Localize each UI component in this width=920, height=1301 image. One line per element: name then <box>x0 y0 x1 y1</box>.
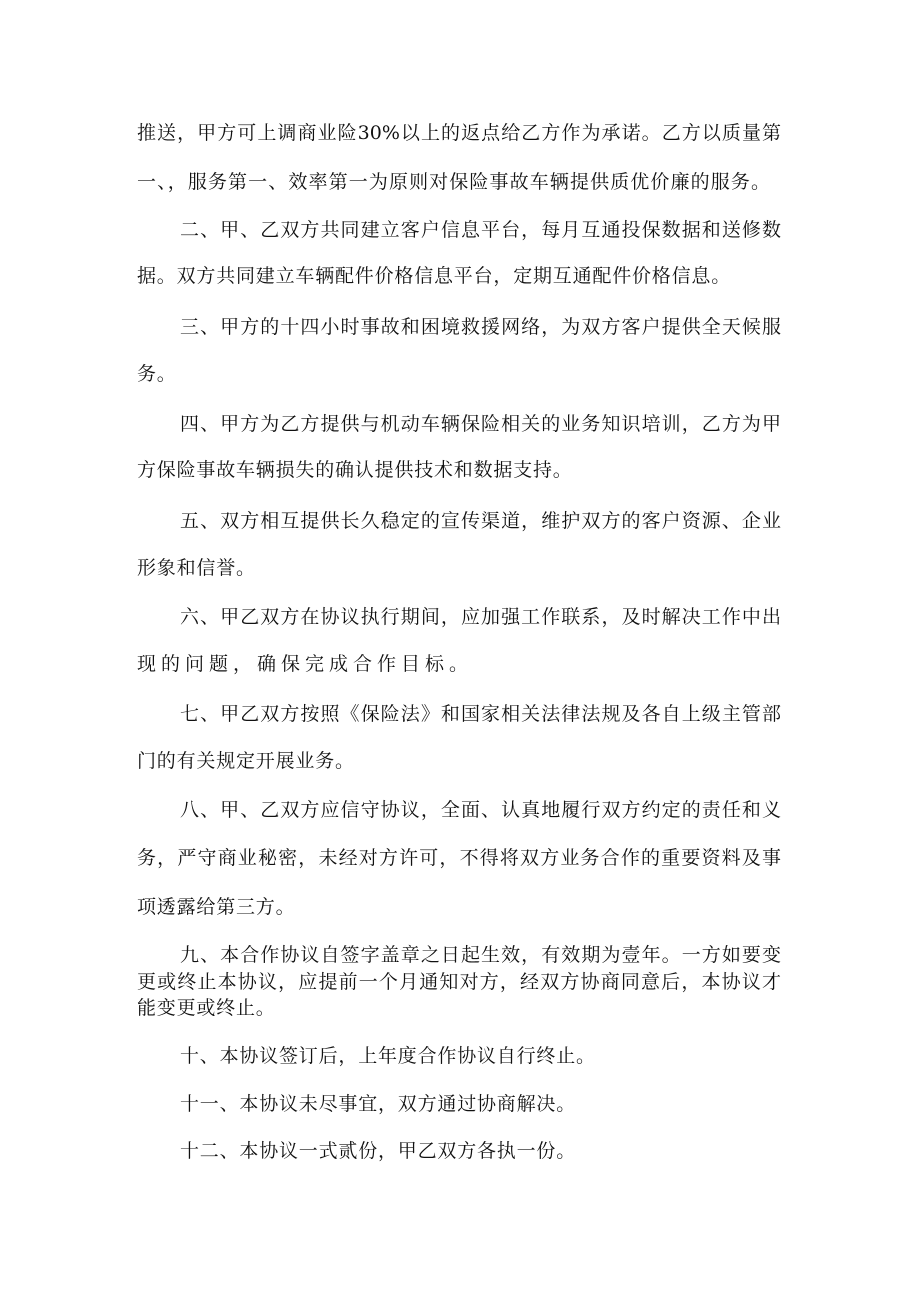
text-line: 形象和信誉。 <box>137 557 256 579</box>
text-line: 务。 <box>137 363 177 385</box>
clause-11-line: 十一、本协议未尽事宜，双方通过协商解决。 <box>180 1093 577 1115</box>
clause-8-line: 八、甲、乙双方应信守协议，全面、认真地履行双方约定的责任和义 <box>180 799 781 821</box>
text-line: 务，严守商业秘密，未经对方许可，不得将双方业务合作的重要资料及事 <box>137 847 781 869</box>
text-line: 项透露给第三方。 <box>137 896 296 918</box>
text-line: 方保险事故车辆损失的确认提供技术和数据支持。 <box>137 459 573 481</box>
clause-2-line: 二、甲、乙双方共同建立客户信息平台，每月互通投保数据和送修数 <box>180 219 781 241</box>
clause-7-line: 七、甲乙双方按照《保险法》和国家相关法律法规及各自上级主管部 <box>180 703 781 725</box>
text-line: 更或终止本协议，应提前一个月通知对方，经双方协商同意后，本协议才 <box>137 971 781 993</box>
clause-5-line: 五、双方相互提供长久稳定的宣传渠道，维护双方的客户资源、企业 <box>180 510 781 532</box>
clause-9-line: 九、本合作协议自签字盖章之日起生效，有效期为壹年。一方如要变 <box>180 944 781 966</box>
text-line: 能变更或终止。 <box>137 997 276 1019</box>
clause-4-line: 四、甲方为乙方提供与机动车辆保险相关的业务知识培训，乙方为甲 <box>180 413 781 435</box>
text-line: 据。双方共同建立车辆配件价格信息平台，定期互通配件价格信息。 <box>137 265 732 287</box>
text-line: 一、，服务第一、效率第一为原则对保险事故车辆提供质优价廉的服务。 <box>137 171 770 193</box>
clause-12-line: 十二、本协议一式贰份，甲乙双方各执一份。 <box>180 1140 577 1162</box>
text-line: 现的问题，确保完成合作目标。 <box>137 653 474 675</box>
text-line: 推送，甲方可上调商业险30%以上的返点给乙方作为承诺。乙方以质量第 <box>137 122 781 144</box>
clause-3-line: 三、甲方的十四小时事故和困境救援网络，为双方客户提供全天候服 <box>180 316 781 338</box>
clause-10-line: 十、本协议签订后，上年度合作协议自行终止。 <box>180 1045 596 1067</box>
clause-6-line: 六、甲乙双方在协议执行期间，应加强工作联系，及时解决工作中出 <box>180 606 781 628</box>
text-line: 门的有关规定开展业务。 <box>137 750 355 772</box>
